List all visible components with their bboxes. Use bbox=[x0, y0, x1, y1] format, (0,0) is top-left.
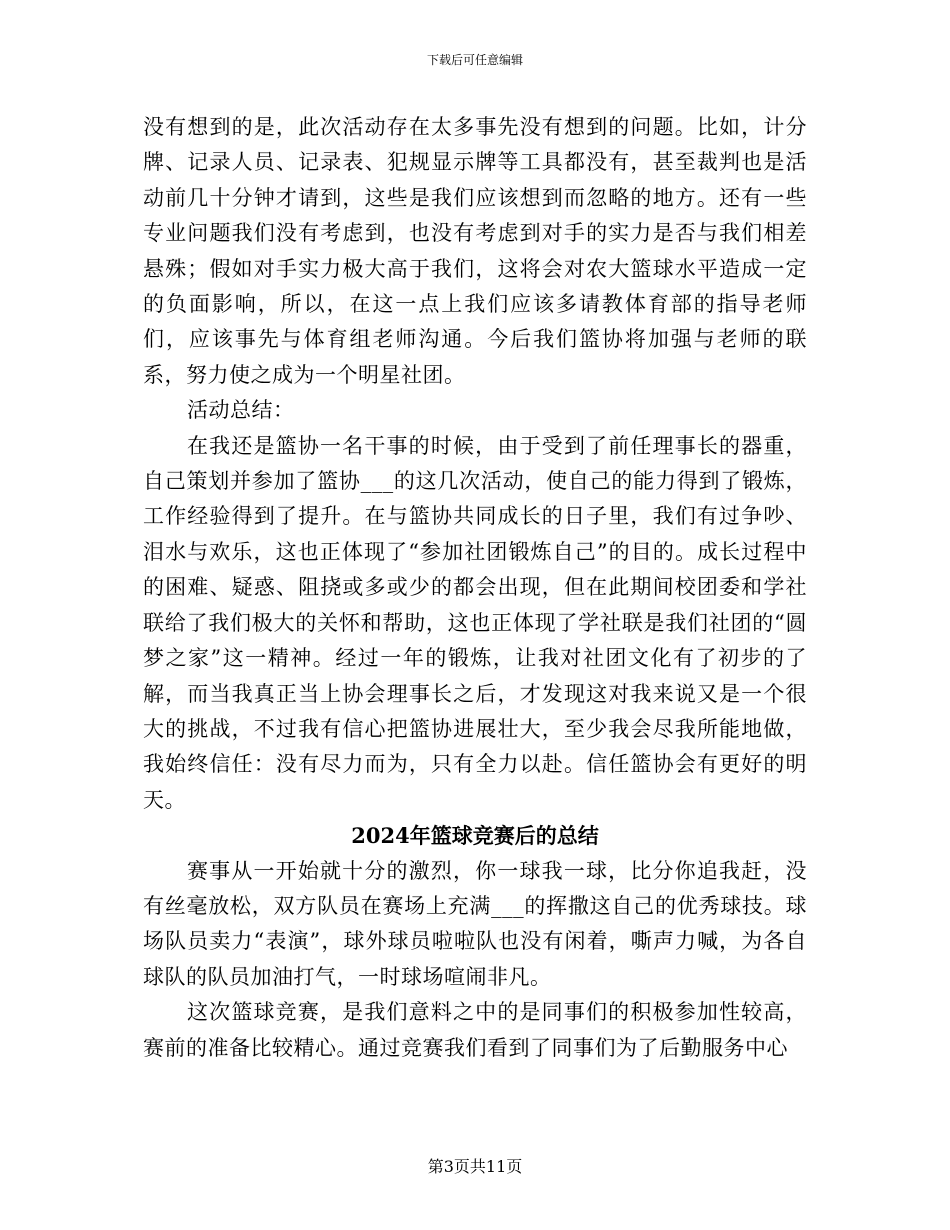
header-note: 下载后可任意编辑 bbox=[426, 53, 523, 67]
heading-activity-summary: 活动总结： bbox=[187, 398, 295, 423]
paragraph-match: 赛事从一开始就十分的激烈，你一球我一球，比分你追我赶，没有丝毫放松，双方队员在赛场上充满___的挥撒这自己的优秀球技。球场队员卖力“表演”，球外球员啦啦队也没有闲着，嘶声力喊，为各自球队的队员加油打气，一时球场喧闹非凡。 bbox=[143, 858, 807, 989]
section-title: 2024年篮球竞赛后的总结 bbox=[351, 823, 599, 849]
page-number: 第3页共11页 bbox=[427, 1157, 523, 1176]
paragraph-competition: 这次篮球竞赛，是我们意料之中的是同事们的积极参加性较高，赛前的准备比较精心。通过竞赛我们看到了同事们为了后勤服务中心 bbox=[143, 1000, 807, 1060]
paragraph-problems: 没有想到的是，此次活动存在太多事先没有想到的问题。比如，计分牌、记录人员、记录表、犯规显示牌等工具都没有，甚至裁判也是活动前几十分钟才请到，这些是我们应该想到而忽略的地方。还有一些专业问题我们没有考虑到，也没有考虑到对手的实力是否与我们相差悬殊；假如对手实力极大高于我们，这将会对农大篮球水平造成一定的负面影响，所以，在这一点上我们应该多请教体育部的指导老师们，应该事先与体育组老师沟通。今后我们篮协将加强与老师的联系，努力使之成为一个明星社团。 bbox=[143, 115, 807, 387]
document-body bbox=[143, 110, 807, 1066]
paragraph-summary: 在我还是篮协一名干事的时候，由于受到了前任理事长的器重，自己策划并参加了篮协___的这几次活动，使自己的能力得到了锻炼，工作经验得到了提升。在与篮协共同成长的日子里，我们有过争吵、泪水与欢乐，这也正体现了“参加社团锻炼自己”的目的。成长过程中的困难、疑惑、阻挠或多或少的都会出现，但在此期间校团委和学社联给了我们极大的关怀和帮助，这也正体现了学社联是我们社团的“圆梦之家”这一精神。经过一年的锻炼，让我对社团文化有了初步的了解，而当我真正当上协会理事长之后，才发现这对我来说又是一个很大的挑战，不过我有信心把篮协进展壮大，至少我会尽我所能地做，我始终信任：没有尽力而为，只有全力以赴。信任篮协会有更好的明天。 bbox=[143, 433, 807, 812]
